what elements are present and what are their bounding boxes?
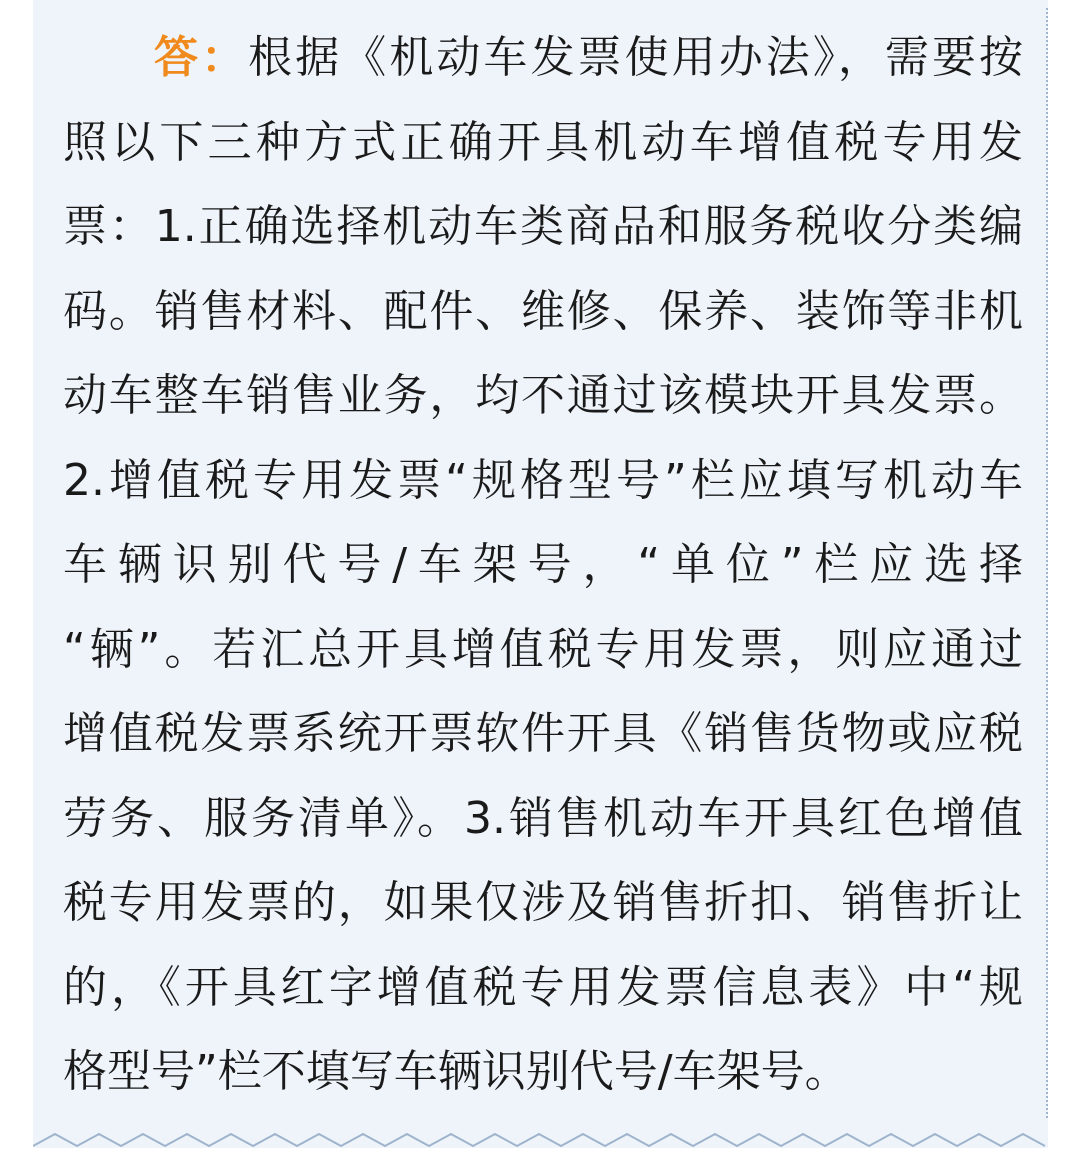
answer-line-12: 的，《开具红字增值税专用发票信息表》中“规 (63, 961, 1023, 1013)
answer-line-9: 增值税发票系统开票软件开具《销售货物或应税 (63, 708, 1023, 759)
answer-line-3: 票：1.正确选择机动车类商品和服务税收分类编 (63, 201, 1023, 252)
answer-line-7: 车辆识别代号/车架号，“单位”栏应选择 (63, 539, 1023, 590)
answer-line-5: 动车整车销售业务，均不通过该模块开具发票。 (63, 370, 1023, 421)
dotted-border (1046, 8, 1048, 1138)
answer-label: 答： (151, 32, 249, 83)
answer-line-13: 格型号”栏不填写车辆识别代号/车架号。 (63, 1046, 849, 1097)
answer-line-1: 答：根据《机动车发票使用办法》，需要按 (151, 32, 1024, 83)
answer-line-2: 照以下三种方式正确开具机动车增值税专用发 (63, 116, 1023, 168)
wavy-bottom-border (33, 1118, 1048, 1150)
answer-line-4: 码。销售材料、配件、维修、保养、装饰等非机 (63, 285, 1023, 337)
answer-line-6: 2.增值税专用发票“规格型号”栏应填写机动车 (63, 454, 1023, 506)
answer-text (63, 16, 1023, 1115)
answer-line-11: 税专用发票的，如果仅涉及销售折扣、销售折让 (63, 877, 1023, 928)
answer-line-10: 劳务、服务清单》。3.销售机动车开具红色增值 (63, 792, 1023, 844)
answer-line-8: “辆”。若汇总开具增值税专用发票，则应通过 (63, 623, 1023, 675)
